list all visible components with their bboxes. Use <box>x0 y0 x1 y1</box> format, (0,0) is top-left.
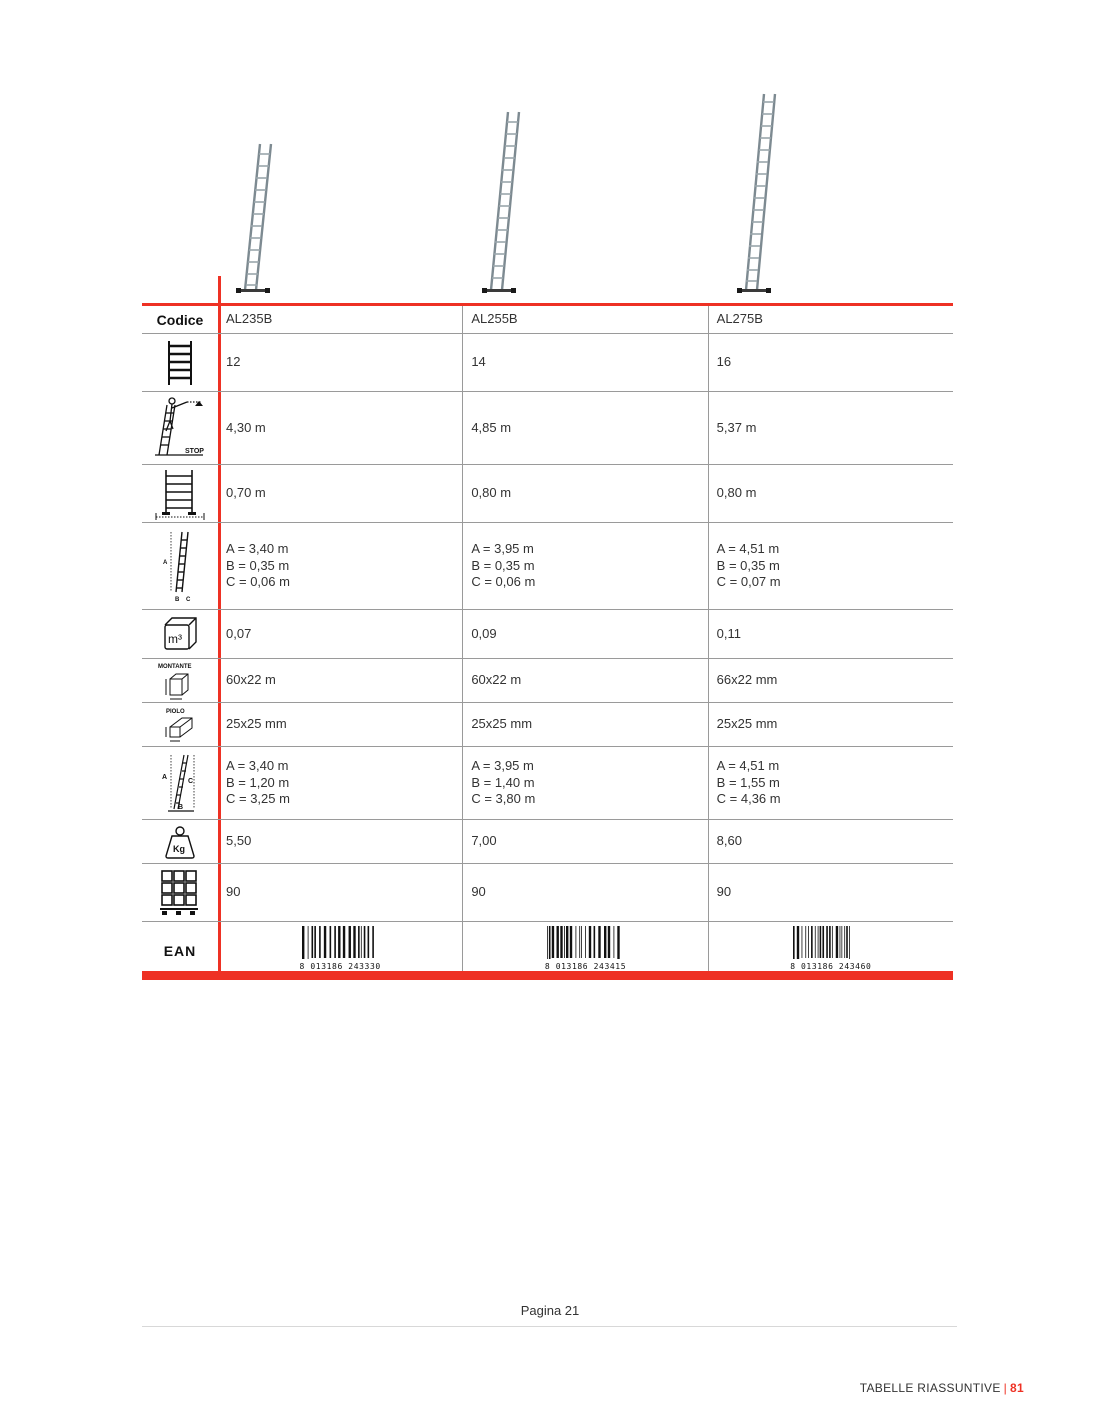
svg-text:C: C <box>186 597 191 603</box>
spec-value: 5,50 <box>226 833 252 849</box>
spec-value: B = 0,35 m <box>226 557 290 573</box>
spec-value: A = 3,40 m <box>226 758 289 774</box>
spec-row-pallet-quantity <box>142 864 953 922</box>
ladder-image-al275b <box>733 90 781 300</box>
spec-value: 25x25 mm <box>226 716 287 732</box>
spec-value: B = 0,35 m <box>716 557 780 573</box>
working-height-icon <box>153 395 207 461</box>
spec-value: A = 3,95 m <box>471 758 534 774</box>
spec-row-rung-profile <box>142 703 953 747</box>
svg-text:C: C <box>188 778 194 785</box>
spec-value: 4,85 m <box>471 419 512 435</box>
spec-value: 0,07 <box>226 625 252 641</box>
spec-value: 12 <box>226 354 241 370</box>
ladder-image-al255b <box>478 108 526 300</box>
spec-row-working-height <box>142 392 953 465</box>
spec-value: 0,80 m <box>716 485 757 501</box>
code-row <box>142 306 953 334</box>
barcode-icon <box>300 925 380 961</box>
spec-value: 4,30 m <box>226 419 266 435</box>
spec-value: 66x22 mm <box>716 672 778 688</box>
spec-value: A = 4,51 m <box>716 758 780 774</box>
spec-value: 16 <box>716 354 732 370</box>
footer-page-number: 81 <box>1010 1381 1024 1395</box>
barcode-icon <box>791 925 871 961</box>
barcode-icon <box>545 925 625 961</box>
weight-icon <box>164 825 196 859</box>
spec-row-leaning-dimensions <box>142 747 953 820</box>
footer <box>860 1381 1024 1395</box>
code-cell: AL255B <box>462 306 707 333</box>
volume-cube-icon <box>162 616 198 652</box>
svg-text:A: A <box>163 560 168 566</box>
svg-text:m³: m³ <box>168 632 182 646</box>
footer-section-title: TABELLE RIASSUNTIVE <box>859 1381 1001 1395</box>
spec-value: 60x22 m <box>471 672 522 688</box>
ean-label: EAN <box>163 942 197 959</box>
ean-number: 8 013186 243460 <box>790 959 871 976</box>
spec-value: A = 3,95 m <box>471 541 534 557</box>
spec-value: C = 0,06 m <box>471 574 536 590</box>
spec-value: C = 3,25 m <box>226 791 290 807</box>
spec-row-rungs <box>142 334 953 392</box>
code-cell: AL235B <box>226 311 273 327</box>
spec-value: B = 1,20 m <box>226 774 290 790</box>
svg-text:PIOLO: PIOLO <box>166 708 185 715</box>
code-label: Codice <box>156 311 204 328</box>
footer-rule <box>142 1326 957 1327</box>
spec-value: 0,70 m <box>226 485 266 501</box>
spec-value: A = 3,40 m <box>226 541 289 557</box>
spec-table <box>142 306 953 979</box>
svg-text:MONTANTE: MONTANTE <box>158 663 192 670</box>
page-label: Pagina 21 <box>520 1303 580 1318</box>
closed-dimensions-icon <box>160 528 200 604</box>
spec-value: 90 <box>226 884 241 900</box>
rung-profile-icon <box>160 705 200 745</box>
leaning-dimensions-icon <box>160 751 200 815</box>
svg-text:Kg: Kg <box>173 843 185 854</box>
spec-value: C = 3,80 m <box>471 791 536 807</box>
spec-value: 60x22 m <box>226 672 276 688</box>
code-cell: AL275B <box>708 306 953 333</box>
spec-value: 0,09 <box>471 625 497 641</box>
svg-text:B: B <box>175 597 180 603</box>
spec-value: 0,11 <box>716 625 741 641</box>
svg-text:B: B <box>178 804 184 811</box>
spec-row-upright-profile <box>142 659 953 703</box>
spec-value: 25x25 mm <box>716 716 778 732</box>
spec-row-volume <box>142 610 953 659</box>
spec-row-weight <box>142 820 953 864</box>
spec-value: A = 4,51 m <box>716 541 780 557</box>
spec-value: 25x25 mm <box>471 716 533 732</box>
svg-text:STOP: STOP <box>185 448 204 455</box>
spec-value: 14 <box>471 354 486 370</box>
upright-profile-icon <box>158 661 202 701</box>
footer-separator: | <box>1003 1381 1008 1395</box>
spec-value: C = 0,06 m <box>226 574 290 590</box>
spec-row-width <box>142 465 953 523</box>
spec-value: 90 <box>471 884 486 900</box>
spec-value: C = 0,07 m <box>716 574 781 590</box>
spec-value: 0,80 m <box>471 485 512 501</box>
pallet-quantity-icon <box>160 869 200 917</box>
rungs-icon <box>165 340 195 386</box>
spec-value: 90 <box>716 884 732 900</box>
table-bottom-rule <box>142 971 953 980</box>
spec-row-closed-dimensions <box>142 523 953 610</box>
spec-value: C = 4,36 m <box>716 791 781 807</box>
svg-text:A: A <box>162 774 168 781</box>
ean-number: 8 013186 243415 <box>545 959 626 976</box>
spec-value: B = 1,40 m <box>471 774 535 790</box>
ladder-image-al235b <box>232 140 280 300</box>
ean-number: 8 013186 243330 <box>300 959 381 976</box>
ladder-width-icon <box>152 468 208 520</box>
spec-value: 8,60 <box>716 833 742 849</box>
spec-value: 5,37 m <box>716 419 757 435</box>
spec-value: B = 1,55 m <box>716 774 780 790</box>
spec-value: 7,00 <box>471 833 497 849</box>
spec-value: B = 0,35 m <box>471 557 535 573</box>
